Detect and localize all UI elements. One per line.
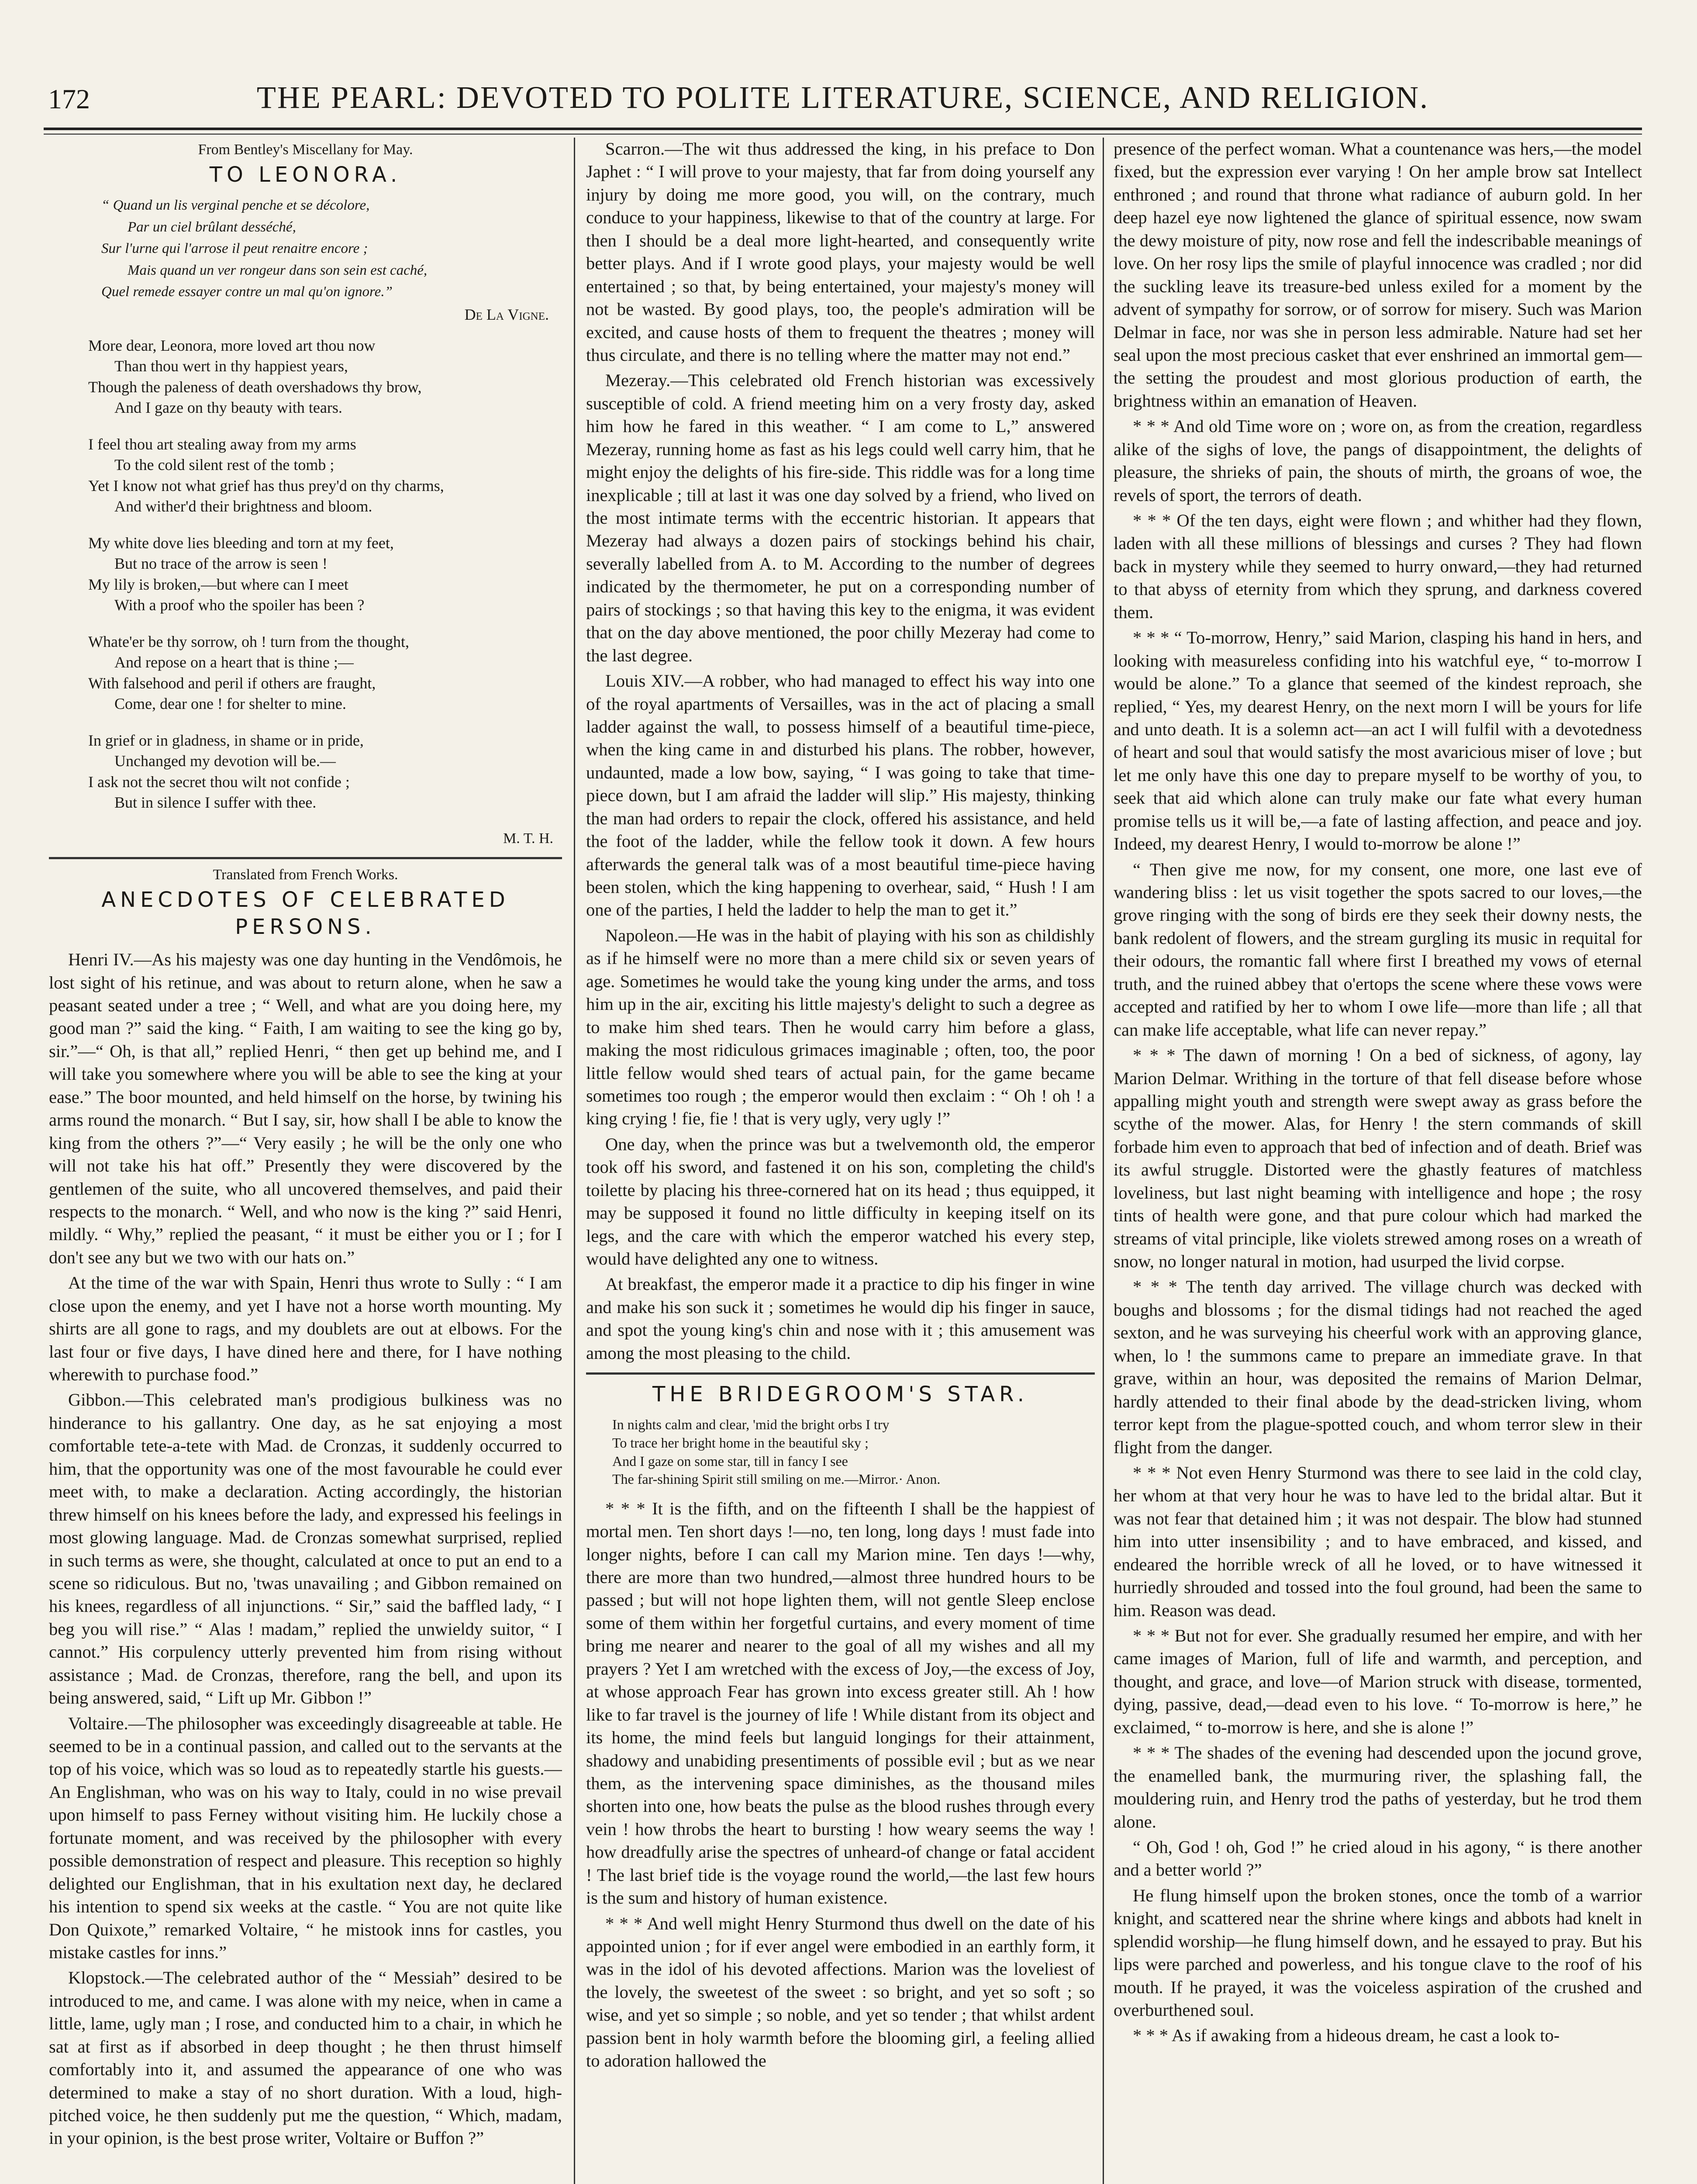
epigraph-line: Quel remede essayer contre un mal qu'on ignore.” (101, 284, 393, 300)
epigraph-line: Sur l'urne qui l'arrose il peut renaitre encore ; (101, 241, 368, 257)
poem-line: But no trace of the arrow is seen ! (114, 555, 328, 573)
story-paragraph: * * * And old Time wore on ; wore on, as from the creation, regardless alike of the sighs of love, the pangs of disappointment, the delights of pleasure, the shrieks of pain, the shouts of mirth, the groans of woe, the revels of sport, the terrors of death. (1114, 416, 1642, 505)
section-rule (586, 1372, 1095, 1375)
anecdote-louis-xiv: Louis XIV.—A robber, who had managed to effect his way into one of the royal apartments of Versailles, was in the act of placing a small ladder against the wall, to possess himself of a beautiful time-piece, when the king came in and disturbed his plans. The robber, however, undaunted, made a low bow, saying, “ I was going to take that time-piece down, but I am afraid the ladder will slip.” His majesty, thinking the man had orders to repair the clock, offered his assistance, and held the foot of the ladder, while the fellow took it down. A few hours afterwards the general talk was of a most beautiful time-piece having been stolen, which the king happening to overhear, said, “ Hush ! I am one of the parties, I held the ladder to help the man to get it.” (586, 671, 1095, 920)
poem-line: My lily is broken,—but where can I meet (88, 575, 348, 593)
epigraph-line: In nights calm and clear, 'mid the bright orbs I try (612, 1417, 890, 1433)
story-paragraph: “ Then give me now, for my consent, one more, one last eve of wandering bliss : let us visit together the spots sacred to our loves,—the grove ringing with the song of birds ere they seek their downy nests, the bank redolent of flowers, and the stream gurgling its music in requital for their odours, the romantic fall where first I breathed my vows of eternal truth, and the ruined abbey that o'ertops the scene where these vows were accepted and ratified by her to whom I owe life—more than life ; all that can make life acceptable, what life can never repay.” (1114, 859, 1642, 1040)
poem-line: But in silence I suffer with thee. (114, 794, 317, 812)
anecdote-voltaire: Voltaire.—The philosopher was exceedingly disagreeable at table. He seemed to be in a continual passion, and called out to the servants at the top of his voice, which was so loud as to repeatedly startle his guests.—An Englishman, who was on his way to Italy, could in no wise prevail upon himself to pass Ferney without visiting him. He luckily chose a fortunate moment, and was received by the philosopher with every possible demonstration of respect and pleasure. This reception so highly delighted our Englishman, that in his exultation next day, he declared his intention to spend six weeks at the castle. “ You are not quite like Don Quixote,” remarked Voltaire, “ he mistook inns for castles, you mistake castles for inns.” (49, 1713, 562, 1962)
column-divider-1 (574, 138, 575, 2184)
story-title: THE BRIDEGROOM'S STAR. (652, 1382, 1028, 1407)
poem-line: In grief or in gladness, in shame or in pride, (88, 731, 364, 749)
poem-line: With falsehood and peril if others are fraught, (88, 674, 376, 692)
story-paragraph: “ Oh, God ! oh, God !” he cried aloud in his agony, “ is there another and a better world ?” (1114, 1837, 1642, 1880)
poem-title: TO LEONORA. (209, 162, 402, 187)
poem-line: More dear, Leonora, more loved art thou now (88, 336, 376, 354)
story-paragraph: * * * The shades of the evening had descended upon the jocund grove, the enamelled bank, the murmuring river, the splashing fall, the mouldering ruin, and Henry trod the paths of yesterday, but he trod them alone. (1114, 1743, 1642, 1832)
anecdote-henri-iv-letter: At the time of the war with Spain, Henri thus wrote to Sully : “ I am close upon the enemy, and yet I have not a horse worth mounting. My shirts are all gone to rags, and my doublets are out at elbows. For the last four or five days, I have dined here and there, for I have nothing wherewith to purchase food.” (49, 1273, 562, 1385)
story-paragraph: * * * Of the ten days, eight were flown ; and whither had they flown, laden with all these millions of blessings and curses ? They had flown back in mystery while they seemed to hurry onward,—they had returned to that abyss of eternity from which they sprung, and darkness covered them. (1114, 511, 1642, 622)
poem-line: Yet I know not what grief has thus prey'd on thy charms, (88, 477, 444, 494)
poem-line: And repose on a heart that is thine ;— (114, 653, 354, 671)
story-epigraph (612, 1416, 1095, 1488)
poem-stanza (49, 335, 562, 418)
story-paragraph: presence of the perfect woman. What a countenance was hers,—the model fixed, but the expression ever varying ! On her ample brow sat Intellect enthroned ; and round that throne what radiance of auburn gold. In her deep hazel eye now lightened the glance of spiritual essence, now swam the dewy moisture of pity, now rose and fell the indescribable meanings of love. On her rosy lips the smile of playful innocence was cradled ; nor did the suckling leave its treasure-bed unless exiled for a moment by the advent of sympathy for sorrow, or of sorrow for misery. Such was Marion Delmar in face, nor was she in person less admirable. Nature had set her seal upon the most precious casket that ever enshrined an immortal gem—the setting the proudest and most glorious production of earth, the brightness within an emanation of Heaven. (1114, 139, 1642, 411)
epigraph-line: To trace her bright home in the beautiful sky ; (612, 1434, 869, 1451)
column-divider-2 (1103, 138, 1104, 2184)
epigraph-line: “ Quand un lis verginal penche et se décolore, (101, 197, 370, 214)
poem-signature: M. T. H. (503, 830, 553, 847)
epigraph-line: And I gaze on some star, till in fancy I see (612, 1453, 848, 1469)
poem-line: Whate'er be thy sorrow, oh ! turn from the thought, (88, 632, 409, 650)
anecdotes-source-note: Translated from French Works. (213, 866, 398, 883)
anecdote-gibbon: Gibbon.—This celebrated man's prodigious bulkiness was no hinderance to his gallantry. One day, as he sat enjoying a most comfortable tete-a-tete with Mad. de Cronzas, it suddenly occurred to him, that the opportunity was one of the most favourable he could ever meet with, to make a declaration. Acting accordingly, the historian threw himself on his knees before the lady, and expressed his feelings in most glowing language. Mad. de Cronzas somewhat surprised, replied in such terms as were, she thought, calculated at once to put an end to a scene so ridiculous. But no, 'twas unavailing ; and Gibbon remained on his knees, regardless of all injunctions. “ Sir,” said the baffled lady, “ I beg you will rise.” “ Alas ! madam,” replied the unwieldy suitor, “ I cannot.” His corpulency utterly prevented him from rising without assistance ; Mad. de Cronzas, therefore, rang the bell, and upon its being answered, said, “ Lift up Mr. Gibbon !” (49, 1390, 562, 1708)
column-2 (586, 138, 1095, 2184)
anecdote-klopstock: Klopstock.—The celebrated author of the “ Messiah” desired to be introduced to me, and came. I was alone with my neice, when in came a little, lame, ugly man ; I rose, and conducted him to a chair, in which he sat at first as if absorbed in deep thought ; he then thrust himself comfortably into it, and assumed the appearance of one who was determined to make a stay of no short duration. With a loud, high-pitched voice, he then suddenly put me the question, “ Which, madam, in your opinion, is the best prose writer, Voltaire or Buffon ?” (49, 1968, 562, 2148)
poem-line: Though the paleness of death overshadows thy brow, (88, 378, 422, 396)
poem-line: Unchanged my devotion will be.— (114, 752, 336, 770)
story-paragraph: * * * “ To-morrow, Henry,” said Marion, clasping his hand in hers, and looking with measureless confiding into his watchful eye, “ to-morrow I would be alone.” To a glance that seemed of the kindest reproach, she replied, “ Yes, my dearest Henry, on the next morn I will be yours for life and unto death. It is a solemn act—an act I will fulfil with a devotedness of heart and soul that would satisfy the most avaricious miser of love ; but let me only have this one day to prepare myself to be worthy of you, to seek that aid which alone can truly make our fate what every human promise tells us it will be,—a fate of lasting affection, and peace and joy. Indeed, my dearest Henry, I would to-morrow be alone !” (1114, 628, 1642, 854)
poem-line: My white dove lies bleeding and torn at my feet, (88, 534, 394, 552)
poem-epigraph (49, 196, 562, 325)
header-rule (44, 128, 1642, 135)
poem-source-note: From Bentley's Miscellany for May. (198, 142, 413, 158)
poem-stanza (49, 730, 562, 813)
story-paragraph: * * * Not even Henry Sturmond was there to see laid in the cold clay, her whom at that very hour he was to have led to the bridal altar. But it was not fear that detained him ; it was not despair. The blow had stunned him into utter insensibility ; and to have embraced, and kissed, and endeared the horrible wreck of all he loved, or to have witnessed it hurriedly shrouded and tossed into the foul ground, had been the same to him. Reason was dead. (1114, 1462, 1642, 1620)
epigraph-line: Mais quand un ver rongeur dans son sein est caché, (128, 262, 428, 278)
anecdote-henri-iv: Henri IV.—As his majesty was one day hunting in the Vendômois, he lost sight of his retinue, and was about to return alone, when he saw a peasant seated under a tree ; “ Well, and what are you doing here, my good man ?” said the king. “ Faith, I am waiting to see the king go by, sir.”—“ Oh, is that all,” replied Henri, “ then get up behind me, and I will take you somewhere where you will be able to see the king at your ease.” The boor mounted, and held himself on the horse, by twining his arms round the monarch. “ But I say, sir, how shall I be able to know the king from the others ?”—“ Very easily ; he will be the only one who will not take his hat off.” Presently they were discovered by the gentlemen of the suite, who all uncovered themselves, and paid their respects to the monarch. “ Well, and who now is the king ?” said Henri, mildly. “ Why,” replied the peasant, “ it must be either you or I ; for I don't see any but we two with our hats on.” (49, 950, 562, 1267)
story-paragraph: * * * The tenth day arrived. The village church was decked with boughs and blossoms ; for the dismal tidings had not reached the aged sexton, and he was surveying his cheerful work with an approving glance, when, lo ! the summons came to prepare an immediate grave. In that grave, within an hour, was deposited the remains of Marion Delmar, hardly attended to their final abode by the dead-stricken living, whom terror kept from the plague-spotted couch, and whom terror slew in their flight from the danger. (1114, 1277, 1642, 1457)
masthead-title: THE PEARL: DEVOTED TO POLITE LITERATURE, SCIENCE, AND RELIGION. (256, 80, 1429, 115)
poem-line: To the cold silent rest of the tomb ; (114, 456, 335, 474)
poem-line: And I gaze on thy beauty with tears. (114, 399, 342, 417)
story-paragraph: * * * As if awaking from a hideous dream, he cast a look to- (1133, 2025, 1560, 2046)
poem-line: Than thou wert in thy happiest years, (114, 357, 348, 375)
poem-stanza (49, 632, 562, 715)
anecdote-mezeray: Mezeray.—This celebrated old French historian was excessively susceptible of cold. A friend meeting him on a very frosty day, asked him how he fared in this weather. “ I am come to L,” answered Mezeray, running home as fast as his legs could well carry him, that he might enjoy the delights of his fire-side. This riddle was for a long time inexplicable ; till at last it was one day solved by a friend, who lived on the most intimate terms with the eccentric historian. It appears that Mezeray had always a dozen pairs of stockings behind his chair, severally labelled from A. to M. According to the number of degrees indicated by the thermometer, he put on a corresponding number of pairs of stockings ; so that having this key to the enigma, it was evident that on the day above mentioned, the poor chilly Mezeray had come to the last degree. (586, 370, 1095, 665)
poem-stanza (49, 434, 562, 517)
anecdotes-title: ANECDOTES OF CELEBRATED PERSONS. (101, 887, 510, 940)
anecdote-scarron: Scarron.—The wit thus addressed the king, in his preface to Don Japhet : “ I will prove to your majesty, that far from doing yourself any injury by doing me more good, you will, on the contrary, much conduce to your happiness, likewise to that of the country at large. For then I should be a deal more light-hearted, and consequently write better plays. And if I wrote good plays, your majesty would be well entertained ; so that, by being entertained, your majesty's money will not be wasted. By good plays, too, the people's admiration will be excited, and cause hosts of them to frequent the theatres ; money will thus circulate, and there is no telling where the matter may not end.” (586, 139, 1095, 365)
poem-line: With a proof who the spoiler has been ? (114, 596, 365, 614)
column-1 (49, 138, 562, 2184)
poem-line: I feel thou art stealing away from my arms (88, 435, 356, 453)
epigraph-line: The far-shining Spirit still smiling on me.—Mirror.· Anon. (612, 1471, 941, 1487)
epigraph-author: De La Vigne. (464, 305, 549, 323)
story-paragraph: * * * And well might Henry Sturmond thus dwell on the date of his appointed union ; for if ever angel were embodied in an earthly form, it was in the idol of his devoted affections. Marion was the loveliest of the lovely, the sweetest of the sweet : so bright, and yet so soft ; so wise, and yet so simple ; so noble, and yet so tender ; that whilst ardent passion bent in holy warmth before the blooming girl, a feeling allied to adoration hallowed the (586, 1913, 1095, 2071)
story-paragraph: * * * The dawn of morning ! On a bed of sickness, of agony, lay Marion Delmar. Writhing in the torture of that fell disease before whose appalling might youth and strength were swept away as grass before the scythe of the mower. Alas, for Henry ! the stern commands of skill forbade him even to approach that bed of infection and of death. Brief was its awful struggle. Distorted were the ghastly features of matchless loveliness, but last night beaming with intelligence and hope ; the rosy tints of health were gone, and that pure colour which had marked the streams of vital principle, like violets strewed among roses on a wreath of snow, no longer natural in motion, had usurped the livid corpse. (1114, 1045, 1642, 1271)
anecdote-napoleon: Napoleon.—He was in the habit of playing with his son as childishly as if he himself were no more than a mere child six or seven years of age. Sometimes he would take the young king under the arms, and toss him up in the air, exciting his little majesty's delight to such a degree as to make him shed tears. Then he would carry him before a glass, making the most ridiculous grimaces imaginable ; often, too, the poor little fellow would shed tears of actual pain, for the game became sometimes too rough ; the emperor would then exclaim : “ Oh ! oh ! a king crying ! fie, fie ! that is very ugly, very ugly !” (586, 925, 1095, 1129)
story-paragraph: He flung himself upon the broken stones, once the tomb of a warrior knight, and scattered near the shrine where kings and abbots had knelt in splendid worship—he flung himself down, and he essayed to pray. But his lips were parched and powerless, and his tongue clave to the roof of his mouth. If he prayed, it was the voiceless aspiration of the crushed and overburthened soul. (1114, 1885, 1642, 2020)
column-3 (1114, 138, 1642, 2184)
story-paragraph: * * * It is the fifth, and on the fifteenth I shall be the happiest of mortal men. Ten short days !—no, ten long, long days ! must fade into longer nights, before I can call my Marion mine. Ten days !—why, there are more than two hundred,—almost three hundred hours to be passed ; but will not hope lighten them, will not gentle Sleep enclose some of them within her forgetful curtains, and every moment of time bring me nearer and nearer to the goal of all my wishes and all my prayers ? Yet I am wretched with the excess of Joy,—the excess of Joy, at whose approach Fear has grown into excess greater still. Ah ! how like to far travel is the journey of life ! While distant from its object and its home, the mind feels but languid longings for their attainment, shadowy and unabiding presentiments of possible evil ; but as we near them, as the intervening space diminishes, as the thousand miles shorten into one, how beats the pulse as the blood rushes through every vein ! how throbs the heart to bursting ! how weary seems the way ! how dreadfully arise the spectres of unheard-of change or fatal accident ! The last brief tide is the voyage round the world,—the last few hours is the sum and history of human existence. (586, 1498, 1095, 1908)
anecdote-napoleon-breakfast: At breakfast, the emperor made it a practice to dip his finger in wine and make his son suck it ; sometimes he would dip his finger in sauce, and spot the young king's chin and nose with it ; this amusement was among the most pleasing to the child. (586, 1274, 1095, 1363)
poem-line: And wither'd their brightness and bloom. (114, 498, 373, 515)
poem-stanza (49, 533, 562, 616)
page-header (44, 74, 1642, 127)
poem-line: Come, dear one ! for shelter to mine. (114, 695, 346, 713)
story-paragraph: * * * But not for ever. She gradually resumed her empire, and with her came images of Marion, full of life and warmth, and perception, and thought, and grace, and love—of Marion struck with disease, tormented, dying, passive, dead,—dead even to his love. “ To-morrow is here,” he exclaimed, “ to-morrow is here, and she is alone !” (1114, 1626, 1642, 1737)
section-rule (49, 857, 562, 859)
page-number: 172 (48, 83, 90, 114)
epigraph-line: Par un ciel brûlant desséché, (128, 219, 296, 235)
poem-line: I ask not the secret thou wilt not confide ; (88, 773, 350, 791)
anecdote-napoleon-sword: One day, when the prince was but a twelvemonth old, the emperor took off his sword, and fastened it on his son, completing the child's toilette by placing his three-cornered hat on its head ; thus equipped, it may be supposed it found no little difficulty in keeping itself on its legs, and the care with which the emperor watched his every step, would have delighted any one to witness. (586, 1134, 1095, 1268)
